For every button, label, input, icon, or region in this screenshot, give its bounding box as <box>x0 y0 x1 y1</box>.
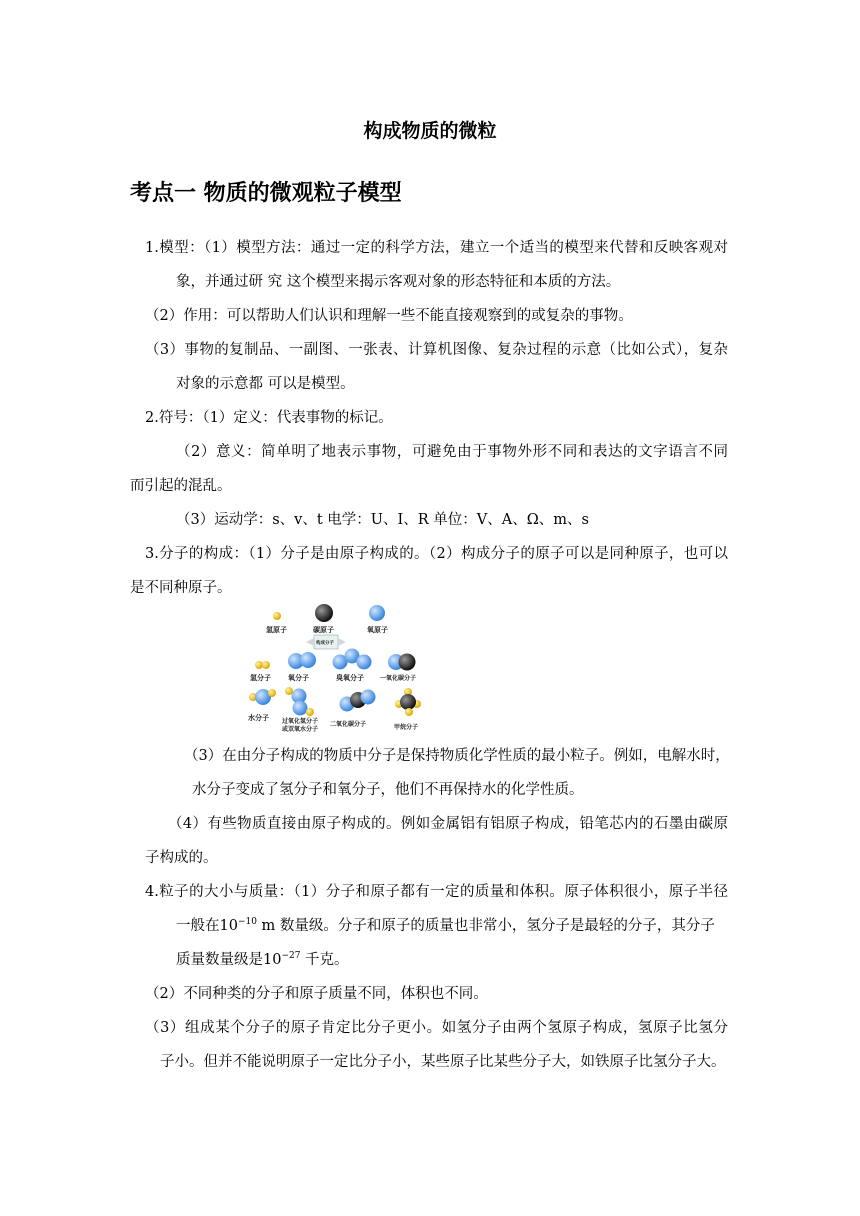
paragraph-line: （2）意义：简单明了地表示事物，可避免由于事物外形不同和表达的文字语言不同 <box>176 444 728 460</box>
document-title: 构成物质的微粒 <box>363 120 497 142</box>
paragraph-line: 而引起的混乱。 <box>130 478 232 494</box>
paragraph-line: 3.分子的构成：（1）分子是由原子构成的。（2）构成分子的原子可以是同种原子，也可以 <box>145 546 728 562</box>
molecule-label: 或双氧水分子 <box>282 726 319 733</box>
paragraph-line: （3）事物的复制品、一副图、一张表、计算机图像、复杂过程的示意（比如公式），复杂 <box>145 342 728 358</box>
paragraph-line: 2.符号：（1）定义：代表事物的标记。 <box>145 410 393 426</box>
molecule-label: 一氧化碳分子 <box>380 675 417 682</box>
text-run: m 数量级。分子和原子的质量也非常小，氢分子是最轻的分子，其分子 <box>256 918 715 934</box>
atom-label: 碳原子 <box>313 626 334 634</box>
paragraph-line: （4）有些物质直接由原子构成的。例如金属铝有铝原子构成，铅笔芯内的石墨由碳原 <box>168 816 728 832</box>
paragraph-line: （3）运动学：s、v、t 电学：U、I、R 单位：V、A、Ω、m、s <box>176 512 589 528</box>
atom-label: 氢原子 <box>266 626 287 634</box>
exponent: −27 <box>281 951 301 961</box>
text-run: 质量数量级是10 <box>176 952 282 968</box>
text-run: 千克。 <box>300 952 349 968</box>
paragraph-line: 子小。但并不能说明原子一定比分子小，某些原子比某些分子大，如铁原子比氢分子大。 <box>160 1054 726 1070</box>
molecule-label: 二氧化碳分子 <box>330 721 367 728</box>
paragraph-line: 子构成的。 <box>145 850 218 866</box>
paragraph-line <box>176 950 349 970</box>
molecule-label: 甲烷分子 <box>394 724 419 731</box>
paragraph-line: （2）不同种类的分子和原子质量不同，体积也不同。 <box>145 986 488 1002</box>
paragraph-line: 4.粒子的大小与质量：（1）分子和原子都有一定的质量和体积。原子体积很小，原子半径 <box>145 884 728 900</box>
exponent: −10 <box>237 917 257 927</box>
atom-label: 氧原子 <box>367 626 388 634</box>
paragraph-line <box>176 916 715 936</box>
paragraph-line: 1.模型：（1）模型方法：通过一定的科学方法，建立一个适当的模型来代替和反映客观对 <box>145 240 728 256</box>
paragraph-line: 象，并通过研 究 这个模型来揭示客观对象的形态特征和本质的方法。 <box>176 274 621 290</box>
molecule-label: 氢分子 <box>250 674 271 682</box>
molecule-model-figure <box>240 600 452 736</box>
paragraph-line: 对象的示意都 可以是模型。 <box>176 376 355 392</box>
arrow-label: 构成分子 <box>316 641 334 646</box>
paragraph-line: 是不同种原子。 <box>130 580 232 596</box>
paragraph-line: （3）在由分子构成的物质中分子是保持物质化学性质的最小粒子。例如，电解水时， <box>184 748 730 764</box>
text-run: 一般在10 <box>176 918 238 934</box>
molecule-label: 水分子 <box>248 714 269 722</box>
paragraph-line: （3）组成某个分子的原子肯定比分子更小。如氢分子由两个氢原子构成，氢原子比氢分 <box>145 1020 728 1036</box>
molecule-label: 臭氧分子 <box>336 674 364 682</box>
paragraph-line: （2）作用：可以帮助人们认识和理解一些不能直接观察到的或复杂的事物。 <box>145 308 633 324</box>
molecule-label: 氧分子 <box>288 674 309 682</box>
paragraph-line: 水分子变成了氢分子和氧分子，他们不再保持水的化学性质。 <box>192 782 584 798</box>
molecule-label: 过氧化氢分子 <box>282 718 319 725</box>
section-heading: 考点一 物质的微观粒子模型 <box>130 181 402 206</box>
